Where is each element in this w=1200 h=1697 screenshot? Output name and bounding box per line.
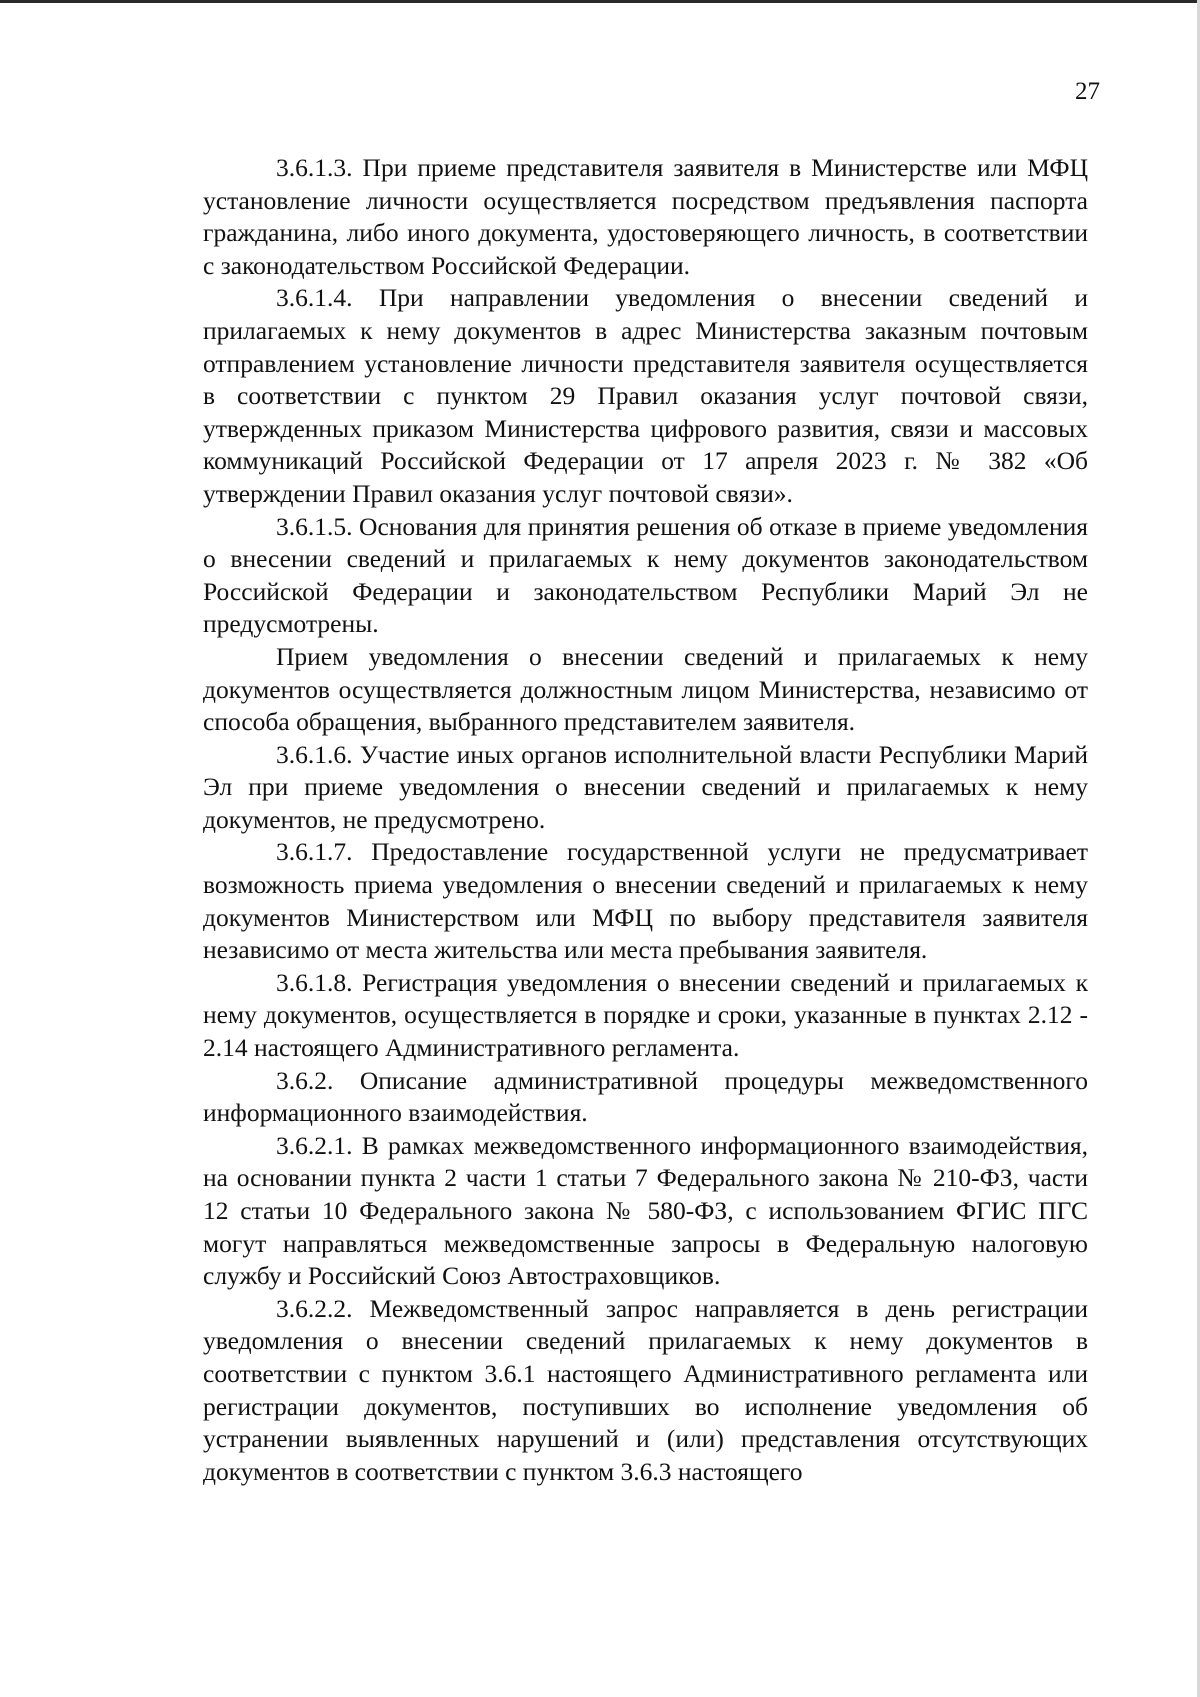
page-number: 27 [1075, 78, 1100, 105]
document-body [203, 152, 1088, 1488]
paragraph-3-6-1-5: 3.6.1.5. Основания для принятия решения об отказе в приеме уведомления о внесении сведений и прилагаемых к нему документов законодательством Российской Федерации и законодательством Республики Марий Эл не предусмотрены. [203, 511, 1088, 639]
paragraph-3-6-1-3: 3.6.1.3. При приеме представителя заявителя в Министерстве или МФЦ установление личности осуществляется посредством предъявления паспорта гражданина, либо иного документа, удостоверяющего личность, в соответствии с законодательством Российской Федерации. [203, 153, 1088, 280]
scan-edge-top [0, 0, 1200, 3]
paragraph-3-6-1-7: 3.6.1.7. Предоставление государственной услуги не предусматривает возможность приема уведомления о внесении сведений и прилагаемых к нему документов Министерством или МФЦ по выбору представителя заявителя независимо от места жительства или места пребывания заявителя. [203, 837, 1088, 965]
paragraph-3-6-2-2: 3.6.2.2. Межведомственный запрос направляется в день регистрации уведомления о внесении сведений прилагаемых к нему документов в соответствии с пунктом 3.6.1 настоящего Административного регламента или регистрации документов, поступивших во исполнение уведомления об устранении выявленных нарушений и (или) представления отсутствующих документов в соответствии с пунктом 3.6.3 настоящего [203, 1293, 1088, 1486]
paragraph-3-6-2: 3.6.2. Описание административной процедуры межведомственного информационного взаимодействия. [203, 1065, 1088, 1128]
paragraph-3-6-1-6: 3.6.1.6. Участие иных органов исполнительной власти Республики Марий Эл при приеме уведомления о внесении сведений и прилагаемых к нему документов, не предусмотрено. [203, 739, 1088, 834]
paragraph-3-6-2-1: 3.6.2.1. В рамках межведомственного информационного взаимодействия, на основании пункта 2 части 1 статьи 7 Федерального закона № 210-ФЗ, части 12 статьи 10 Федерального закона № 580-ФЗ, с использованием ФГИС ПГС могут направляться межведомственные запросы в Федеральную налоговую службу и Российский Союз Автостраховщиков. [203, 1130, 1088, 1291]
paragraph-reception: Прием уведомления о внесении сведений и прилагаемых к нему документов осуществляется должностным лицом Министерства, независимо от способа обращения, выбранного представителем заявителя. [203, 641, 1088, 737]
paragraph-3-6-1-8: 3.6.1.8. Регистрация уведомления о внесении сведений и прилагаемых к нему документов, осуществляется в порядке и сроки, указанные в пунктах 2.12 - 2.14 настоящего Административного регламента. [203, 967, 1088, 1063]
paragraph-3-6-1-4: 3.6.1.4. При направлении уведомления о внесении сведений и прилагаемых к нему документов в адрес Министерства заказным почтовым отправлением установление личности представителя заявителя осуществляется в соответствии с пунктом 29 Правил оказания услуг почтовой связи, утвержденных приказом Министерства цифрового развития, связи и массовых коммуникаций Российской Федерации от 17 апреля 2023 г. № 382 «Об утверждении Правил оказания услуг почтовой связи». [203, 283, 1088, 508]
